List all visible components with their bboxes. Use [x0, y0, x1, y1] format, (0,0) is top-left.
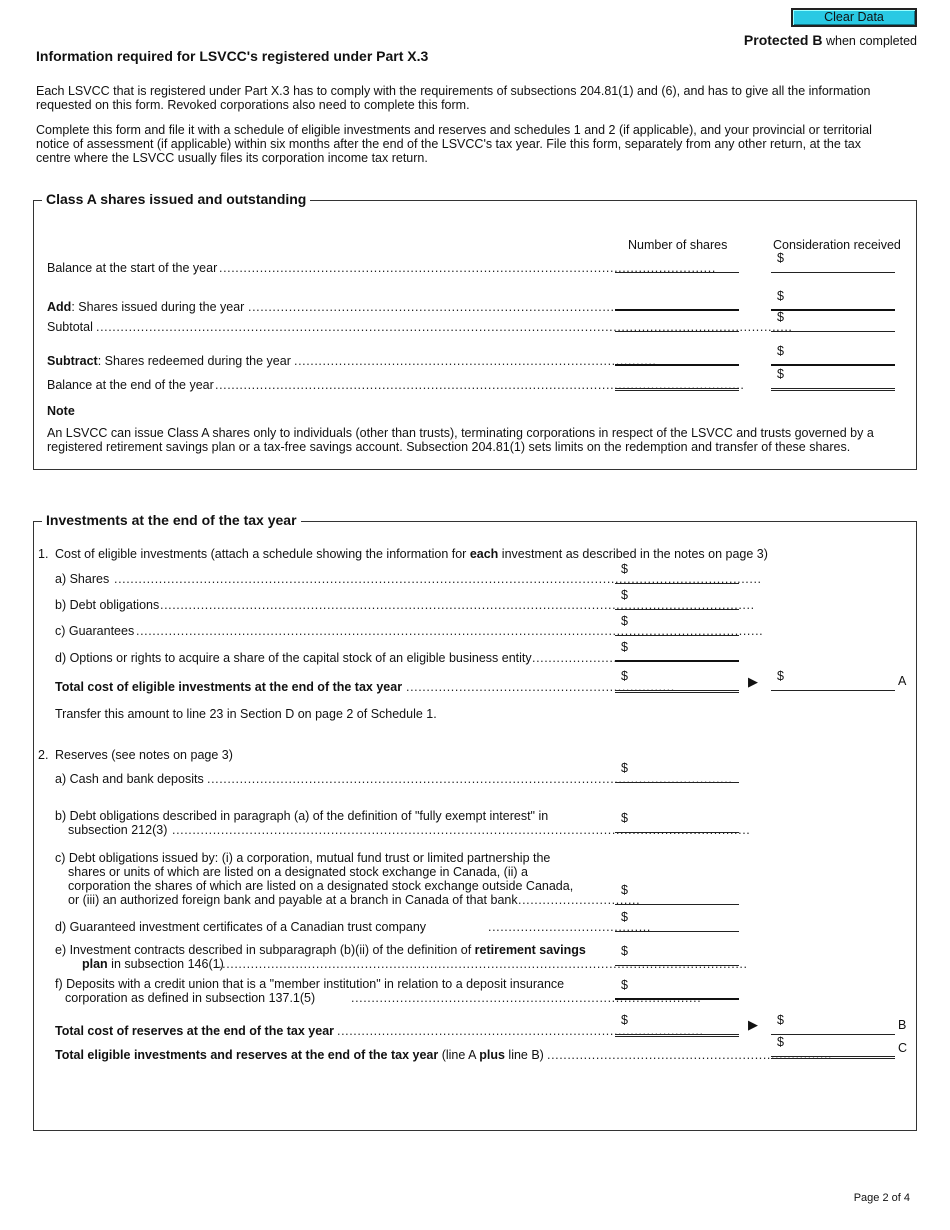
fully-exempt-debt-label-2: subsection 212(3): [68, 823, 168, 837]
investment-contracts-label-2: plan in subsection 146(1): [82, 957, 224, 971]
note-text: An LSVCC can issue Class A shares only to individuals (other than trusts), terminating corporations in respect of the LSVCC and trusts governed by a registered retirement savings plan or a tax-free savings account. Subsection 204.81(1) sets limits on the redemption and transfer of these shares.: [47, 426, 874, 454]
item-2-number: 2.: [38, 748, 49, 762]
listed-debt-label-4: or (iii) an authorized foreign bank and payable at a branch in Canada of that bank: [68, 893, 518, 907]
protected-b-label: Protected B when completed: [743, 32, 917, 48]
note-title: Note: [47, 404, 75, 418]
line-b-input[interactable]: $: [771, 1017, 895, 1035]
shares-issued-consideration-input[interactable]: $: [771, 293, 895, 311]
item-1-number: 1.: [38, 547, 49, 561]
subtotal-shares-input[interactable]: [615, 314, 739, 332]
intro-paragraph-1: Each LSVCC that is registered under Part X.3 has to comply with the requirements of subsections 204.81(1) and (6), and has to give all the information requested on this form. Revoked corporations also need to complete this form.: [36, 84, 871, 112]
leader-dots: ..........................................................................................................................................................: [136, 624, 764, 638]
total-eligible-input[interactable]: $: [615, 673, 739, 693]
options-rights-label: d) Options or rights to acquire a share of the capital stock of an eligible business entity: [55, 651, 532, 665]
leader-dots: ..............................................................................................................................................: [172, 823, 751, 837]
cash-deposits-label: a) Cash and bank deposits: [55, 772, 204, 786]
credit-union-label-2: corporation as defined in subsection 137.1(5): [65, 991, 316, 1005]
arrow-right-icon: ▶: [748, 674, 758, 689]
balance-end-consideration-input[interactable]: $: [771, 371, 895, 391]
item-2-label: Reserves (see notes on page 3): [55, 748, 233, 762]
shares-label: a) Shares: [55, 572, 110, 586]
leader-dots: ..................................................................................................................................: [215, 378, 745, 392]
gic-label: d) Guaranteed investment certificates of a Canadian trust company: [55, 920, 427, 934]
shares-redeemed-input[interactable]: [615, 348, 739, 366]
balance-end-label: Balance at the end of the year: [47, 378, 214, 392]
class-a-legend: Class A shares issued and outstanding: [42, 191, 310, 207]
leader-dots: ..........................: [532, 651, 638, 665]
arrow-right-icon: ▶: [748, 1017, 758, 1032]
line-c-letter: C: [898, 1041, 908, 1055]
page-title: Information required for LSVCC's registered under Part X.3: [36, 48, 429, 64]
leader-dots: ......................................................................................: [351, 991, 702, 1005]
leader-dots: .....................................................................................................: [248, 300, 660, 314]
col-number-of-shares: Number of shares: [628, 238, 728, 252]
leader-dots: ..................................................................................................................................................: [160, 598, 755, 612]
listed-debt-input[interactable]: $: [615, 887, 739, 905]
leader-dots: .........................................................................................: [294, 354, 657, 368]
add-shares-issued-label: Add: Shares issued during the year: [47, 300, 245, 314]
options-rights-input[interactable]: $: [615, 644, 739, 662]
cash-deposits-input[interactable]: $: [615, 765, 739, 783]
line-c-input[interactable]: $: [771, 1039, 895, 1059]
investments-section: [33, 512, 917, 1131]
debt-obligations-input[interactable]: $: [615, 592, 739, 610]
balance-start-label: Balance at the start of the year: [47, 261, 218, 275]
total-reserves-label: Total cost of reserves at the end of the tax year: [55, 1024, 335, 1038]
shares-cost-input[interactable]: $: [615, 566, 739, 584]
fully-exempt-debt-label-1: b) Debt obligations described in paragraph (a) of the definition of "fully exempt interest" in: [55, 809, 549, 823]
line-a-input[interactable]: $: [771, 673, 895, 691]
total-eligible-label: Total cost of eligible investments at the end of the tax year: [55, 680, 403, 694]
line-a-letter: A: [898, 674, 907, 688]
leader-dots: ..........................................................................................: [337, 1024, 704, 1038]
balance-start-shares-input[interactable]: [615, 255, 739, 273]
leader-dots: ...............................................................................................................................................................: [114, 572, 762, 586]
gic-input[interactable]: $: [615, 914, 739, 932]
fully-exempt-debt-input[interactable]: $: [615, 815, 739, 833]
class-a-section: [33, 191, 917, 470]
item-1-label: Cost of eligible investments (attach a schedule showing the information for each investment as described in the notes on page 3): [55, 547, 768, 561]
debt-obligations-label: b) Debt obligations: [55, 598, 160, 612]
subtract-shares-redeemed-label: Subtract: Shares redeemed during the year: [47, 354, 291, 368]
shares-redeemed-consideration-input[interactable]: $: [771, 348, 895, 366]
subtotal-consideration-input[interactable]: $: [771, 314, 895, 332]
balance-end-shares-input[interactable]: [615, 371, 739, 391]
guarantees-label: c) Guarantees: [55, 624, 135, 638]
total-reserves-input[interactable]: $: [615, 1017, 739, 1037]
leader-dots: ........................................: [488, 920, 651, 934]
leader-dots: ...........................................................................................................................................................................: [96, 320, 793, 334]
investment-contracts-input[interactable]: $: [615, 948, 739, 966]
page-number: Page 2 of 4: [853, 1192, 910, 1204]
transfer-note: Transfer this amount to line 23 in Section D on page 2 of Schedule 1.: [55, 707, 437, 721]
credit-union-input[interactable]: $: [615, 982, 739, 1000]
listed-debt-label-1: c) Debt obligations issued by: (i) a corporation, mutual fund trust or limited partnership the: [55, 851, 551, 865]
investment-contracts-label-1: e) Investment contracts described in subparagraph (b)(ii) of the definition of retirement savings: [55, 943, 586, 957]
credit-union-label-1: f) Deposits with a credit union that is a "member institution" in relation to a deposit insurance: [55, 977, 565, 991]
leader-dots: ..................................................................: [406, 680, 675, 694]
subtotal-label: Subtotal: [47, 320, 93, 334]
listed-debt-label-3: corporation the shares of which are listed on a designated stock exchange outside Canada,: [68, 879, 574, 893]
leader-dots: ..........................................................................................................................: [219, 261, 716, 275]
leader-dots: ..............................: [518, 893, 641, 907]
investments-legend: Investments at the end of the tax year: [42, 512, 301, 528]
intro-paragraph-2: Complete this form and file it with a schedule of eligible investments and reserves and schedules 1 and 2 (if applicable), and your provincial or territorial notice of assessment (if applicable) within six months after the end of the LSVCC's tax year. File this form, separately from any other return, at the tax centre where the LSVCC usually files its corporation income tax return.: [36, 123, 872, 165]
line-b-letter: B: [898, 1018, 907, 1032]
leader-dots: ...................................................................................................................................: [214, 957, 748, 971]
shares-issued-input[interactable]: [615, 293, 739, 311]
col-consideration-received: Consideration received: [773, 238, 901, 252]
listed-debt-label-2: shares or units of which are listed on a designated stock exchange in Canada, (ii) a: [68, 865, 528, 879]
leader-dots: ......................................................................: [547, 1048, 833, 1062]
clear-data-button[interactable]: Clear Data: [791, 8, 917, 27]
total-all-label: Total eligible investments and reserves at the end of the tax year (line A plus line B): [55, 1048, 544, 1062]
balance-start-consideration-input[interactable]: $: [771, 255, 895, 273]
guarantees-input[interactable]: $: [615, 618, 739, 636]
leader-dots: .................................................................................................................................: [207, 772, 733, 786]
